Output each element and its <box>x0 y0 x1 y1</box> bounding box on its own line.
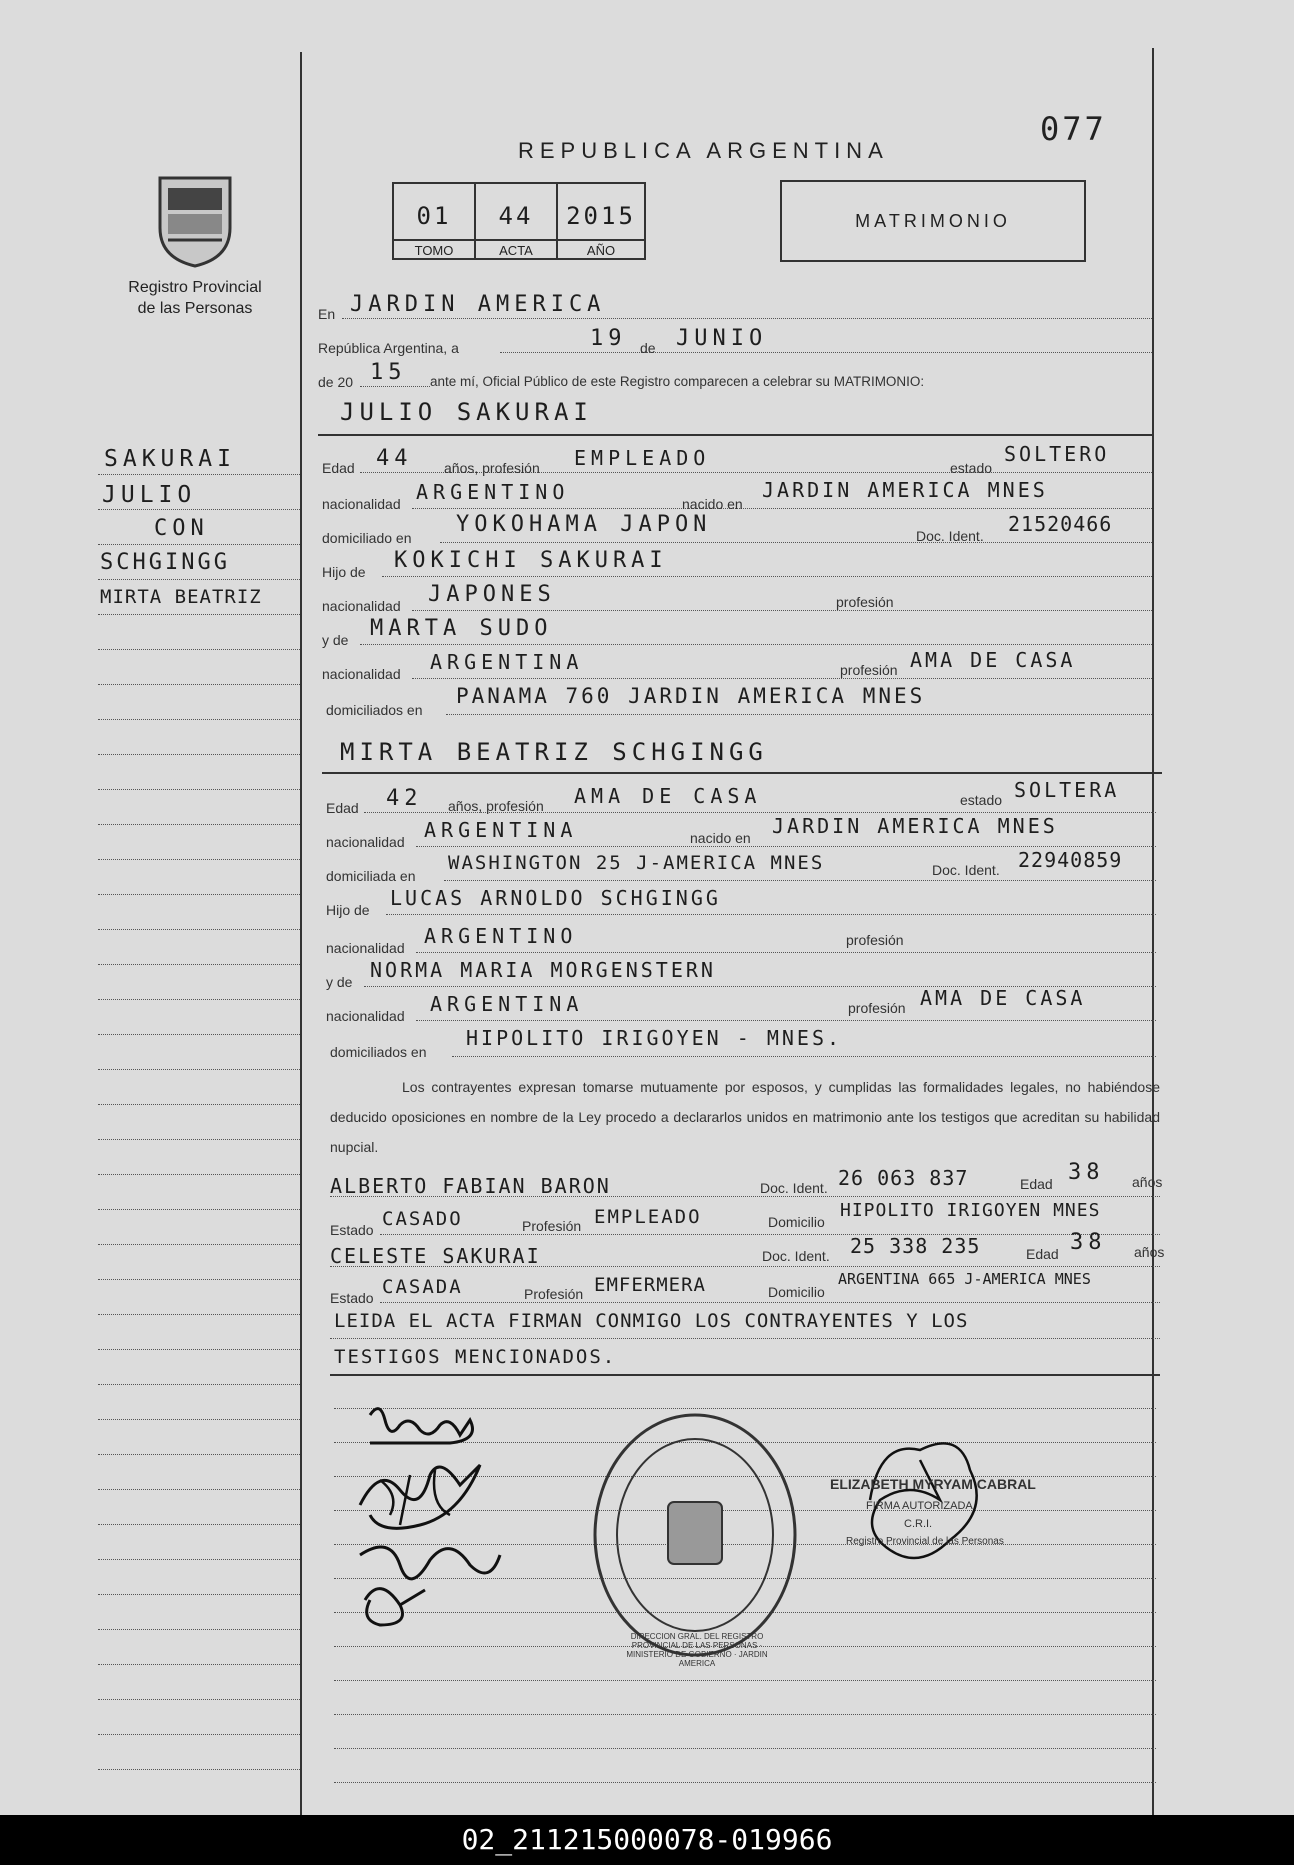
witness2-edad: 38 <box>1070 1230 1107 1255</box>
bride-madre: NORMA MARIA MORGENSTERN <box>370 958 716 982</box>
registry-title-line2: de las Personas <box>137 300 253 317</box>
witness1-prof-label: Profesión <box>522 1218 582 1234</box>
sidebar-rule-line <box>98 684 300 685</box>
acta-label: ACTA <box>476 239 556 258</box>
bride-padres-dom-label: domiciliados en <box>330 1044 427 1060</box>
declaration-text: Los contrayentes expresan tomarse mutuamente por esposos, y cumplidas las formalidades legales, no habiéndose deducido oposiciones en nombre de la Ley procedo a declararlos unidos en matrimonio ante los testigos que acreditan su habilidad nupcial. <box>330 1079 1160 1155</box>
groom-padre-prof-label: profesión <box>836 594 894 610</box>
bride-name: MIRTA BEATRIZ SCHGINGG <box>340 738 768 766</box>
document-type-box: MATRIMONIO <box>780 180 1086 262</box>
witness2-prof-label: Profesión <box>524 1286 584 1302</box>
groom-profesion: EMPLEADO <box>574 446 711 470</box>
sidebar-rule-line <box>98 509 300 510</box>
witness1-profesion: EMPLEADO <box>594 1206 702 1228</box>
bride-padres-dom: HIPOLITO IRIGOYEN - MNES. <box>466 1026 843 1050</box>
sidebar-rule-line <box>98 1244 300 1245</box>
left-margin-line <box>300 52 302 1815</box>
country-heading: REPUBLICA ARGENTINA <box>518 138 889 163</box>
tomo-cell <box>394 184 476 258</box>
sidebar-rule-line <box>98 474 300 475</box>
bride-edad-label: Edad <box>326 800 359 816</box>
groom-madre: MARTA SUDO <box>370 616 553 641</box>
sidebar-rule-line <box>98 1559 300 1560</box>
sidebar-rule-line <box>98 1279 300 1280</box>
groom-edad-label: Edad <box>322 460 355 476</box>
sidebar-rule-line <box>98 894 300 895</box>
groom-nacido-label: nacido en <box>682 496 743 512</box>
sidebar-rule-line <box>98 1174 300 1175</box>
anio-label: AÑO <box>558 239 644 258</box>
sidebar-rule-line <box>98 754 300 755</box>
bride-estado-label: estado <box>960 792 1003 808</box>
sidebar-rule-line <box>98 1209 300 1210</box>
witness2-estado-label: Estado <box>330 1290 374 1306</box>
witness2-estado: CASADA <box>382 1276 463 1298</box>
witness2-dom-label: Domicilio <box>768 1284 825 1300</box>
groom-yde-label: y de <box>322 632 349 648</box>
sidebar-rule-line <box>98 614 300 615</box>
witness2-doc-label: Doc. Ident. <box>762 1248 830 1264</box>
signatures-scribbles <box>340 1395 510 1635</box>
groom-padre-nac-label: nacionalidad <box>322 598 401 614</box>
groom-nacido: JARDIN AMERICA MNES <box>762 478 1048 502</box>
witness1-edad-label: Edad <box>1020 1176 1053 1192</box>
groom-domicilio: YOKOHAMA JAPON <box>456 512 712 537</box>
sidebar-rule-line <box>98 579 300 580</box>
bride-domicilio: WASHINGTON 25 J-AMERICA MNES <box>448 852 825 874</box>
closing-line2: TESTIGOS MENCIONADOS. <box>334 1346 617 1368</box>
groom-madre-nac: ARGENTINA <box>430 650 584 674</box>
official-seal <box>590 1410 800 1660</box>
sidebar-line-2: JULIO <box>102 482 197 508</box>
place-value: JARDIN AMERICA <box>350 292 606 317</box>
bride-nacido-label: nacido en <box>690 830 751 846</box>
witness2-edad-label: Edad <box>1026 1246 1059 1262</box>
sidebar-rule-line <box>98 1594 300 1595</box>
groom-madre-prof: AMA DE CASA <box>910 648 1076 672</box>
groom-madre-prof-label: profesión <box>840 662 898 678</box>
sidebar-rule-line <box>98 1384 300 1385</box>
groom-nac-label: nacionalidad <box>322 496 401 512</box>
sidebar-rule-line <box>98 1034 300 1035</box>
year-suffix: 15 <box>370 360 407 385</box>
month-value: JUNIO <box>676 326 768 351</box>
province-shield-logo <box>150 170 240 270</box>
sidebar-rule-line <box>98 859 300 860</box>
sidebar-rule-line <box>98 824 300 825</box>
sidebar-rule-line <box>98 964 300 965</box>
witness1-dom-label: Domicilio <box>768 1214 825 1230</box>
bride-padre: LUCAS ARNOLDO SCHGINGG <box>390 886 721 910</box>
groom-nacionalidad: ARGENTINO <box>416 480 570 504</box>
bride-yde-label: y de <box>326 974 353 990</box>
groom-doc: 21520466 <box>1008 512 1113 536</box>
groom-padres-dom: PANAMA 760 JARDIN AMERICA MNES <box>456 684 926 708</box>
stamp-name: ELIZABETH MYRYAM CABRAL <box>830 1476 1036 1492</box>
sidebar-line-1: SAKURAI <box>104 446 236 472</box>
sidebar-rule-line <box>98 1769 300 1770</box>
bride-padre-nac-label: nacionalidad <box>326 940 405 956</box>
en-label: En <box>318 306 336 322</box>
tomo-value: 01 <box>416 202 452 230</box>
sidebar-rule-line <box>98 719 300 720</box>
anio-value: 2015 <box>566 202 636 230</box>
witness2-doc: 25 338 235 <box>850 1234 981 1258</box>
sidebar-rule-line <box>98 1419 300 1420</box>
groom-edad: 44 <box>376 446 413 471</box>
groom-dom-label: domiciliado en <box>322 530 412 546</box>
witness1-estado-label: Estado <box>330 1222 374 1238</box>
groom-estado: SOLTERO <box>1004 442 1110 466</box>
bride-estado: SOLTERA <box>1014 778 1120 802</box>
sidebar-rule-line <box>98 1454 300 1455</box>
scan-identifier: 02_211215000078-019966 <box>0 1815 1294 1865</box>
bride-madre-prof: AMA DE CASA <box>920 986 1086 1010</box>
sidebar-rule-line <box>98 1699 300 1700</box>
bride-nacionalidad: ARGENTINA <box>424 818 578 842</box>
sidebar-rule-line <box>98 789 300 790</box>
sidebar-line-3: CON <box>154 516 209 541</box>
sidebar-line-5: MIRTA BEATRIZ <box>100 586 262 608</box>
sidebar-rule-line <box>98 544 300 545</box>
anio-cell <box>558 184 644 258</box>
acta-cell <box>476 184 558 258</box>
stamp-code: C.R.I. <box>904 1518 933 1530</box>
registry-title-line1: Registro Provincial <box>128 279 262 296</box>
sidebar-rule-line <box>98 1489 300 1490</box>
witness1-doc: 26 063 837 <box>838 1166 969 1190</box>
sidebar-rule-line <box>98 1524 300 1525</box>
record-number-box <box>392 182 646 260</box>
groom-hijo-label: Hijo de <box>322 564 366 580</box>
sidebar-rule-line <box>98 1629 300 1630</box>
sidebar-rule-line <box>98 1104 300 1105</box>
sidebar-rule-line <box>98 1734 300 1735</box>
bride-hijo-label: Hijo de <box>326 902 370 918</box>
sidebar-rule-line <box>98 1349 300 1350</box>
bride-madre-prof-label: profesión <box>848 1000 906 1016</box>
groom-doc-label: Doc. Ident. <box>916 528 984 544</box>
right-margin-line <box>1152 48 1154 1815</box>
groom-madre-nac-label: nacionalidad <box>322 666 401 682</box>
bride-doc: 22940859 <box>1018 848 1123 872</box>
bride-nacido: JARDIN AMERICA MNES <box>772 814 1058 838</box>
stamp-role: FIRMA AUTORIZADA <box>866 1500 973 1512</box>
page-number: 077 <box>1040 110 1107 148</box>
sidebar-rule-line <box>98 929 300 930</box>
witness2-profesion: EMFERMERA <box>594 1274 706 1296</box>
bride-padre-nac: ARGENTINO <box>424 924 578 948</box>
witness1-edad: 38 <box>1068 1160 1105 1185</box>
day-value: 19 <box>590 326 627 351</box>
seal-text: DIRECCION GRAL. DEL REGISTRO PROVINCIAL DE LAS PERSONAS · MINISTERIO DE GOBIERNO · JARDIN AMERICA <box>626 1632 768 1668</box>
witness2-domicilio: ARGENTINA 665 J-AMERICA MNES <box>838 1270 1091 1288</box>
witness1-domicilio: HIPOLITO IRIGOYEN MNES <box>840 1200 1101 1221</box>
bride-anos-label: años, profesión <box>448 798 544 814</box>
witness1-name: ALBERTO FABIAN BARON <box>330 1174 611 1198</box>
month-de-label: de <box>640 340 656 356</box>
groom-padres-dom-label: domiciliados en <box>326 702 423 718</box>
witness2-anos-label: años <box>1134 1244 1165 1260</box>
bride-nac-label: nacionalidad <box>326 834 405 850</box>
republica-label: República Argentina, a <box>318 340 459 356</box>
sidebar-rule-line <box>98 1314 300 1315</box>
groom-name: JULIO SAKURAI <box>340 398 593 426</box>
bride-padre-prof-label: profesión <box>846 932 904 948</box>
bride-profesion: AMA DE CASA <box>574 784 762 808</box>
witness1-anos-label: años <box>1132 1174 1163 1190</box>
sidebar-line-4: SCHGINGG <box>100 550 230 575</box>
witness2-name: CELESTE SAKURAI <box>330 1244 541 1268</box>
bride-madre-nac: ARGENTINA <box>430 992 584 1016</box>
bride-doc-label: Doc. Ident. <box>932 862 1000 878</box>
sidebar-rule-line <box>98 649 300 650</box>
stamp-org: Registro Provincial de las Personas <box>846 1536 1004 1547</box>
witness1-estado: CASADO <box>382 1208 463 1230</box>
groom-padre: KOKICHI SAKURAI <box>394 548 668 573</box>
bride-madre-nac-label: nacionalidad <box>326 1008 405 1024</box>
sidebar-rule-line <box>98 1069 300 1070</box>
groom-estado-label: estado <box>950 460 993 476</box>
bride-dom-label: domiciliada en <box>326 868 416 884</box>
tomo-label: TOMO <box>394 239 474 258</box>
de20-label: de 20 <box>318 374 354 390</box>
groom-padre-nac: JAPONES <box>428 582 556 607</box>
sidebar-rule-line <box>98 999 300 1000</box>
closing-line1: LEIDA EL ACTA FIRMAN CONMIGO LOS CONTRAYENTES Y LOS <box>334 1310 969 1332</box>
witness1-doc-label: Doc. Ident. <box>760 1180 828 1196</box>
acta-value: 44 <box>498 202 534 230</box>
groom-anos-label: años, profesión <box>444 460 540 476</box>
sidebar-rule-line <box>98 1139 300 1140</box>
ante-text: ante mí, Oficial Público de este Registro comparecen a celebrar su MATRIMONIO: <box>430 374 925 389</box>
bride-edad: 42 <box>386 786 423 811</box>
sidebar-rule-line <box>98 1664 300 1665</box>
